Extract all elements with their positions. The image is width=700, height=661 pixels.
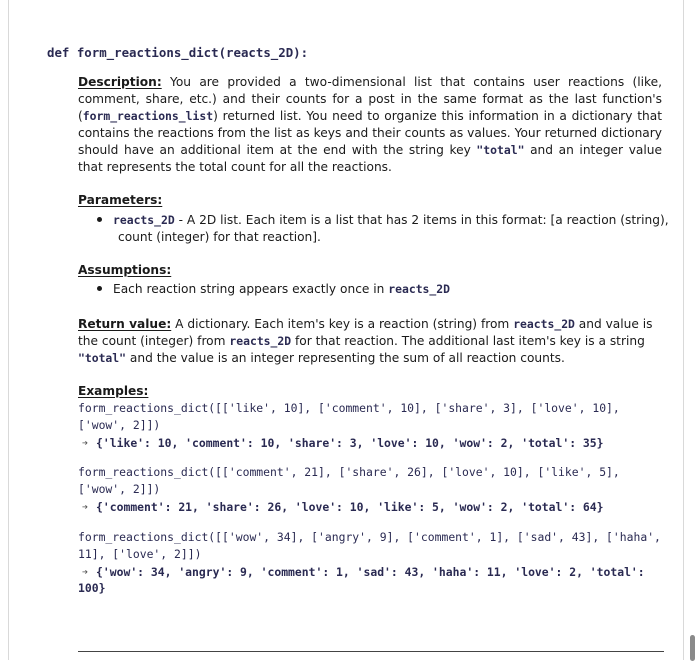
return-text-1: A dictionary. Each item's key is a reaction (string) from (171, 317, 514, 331)
right-arrow-icon: ➔ (82, 502, 89, 513)
return-code-2: reacts_2D (229, 334, 292, 348)
parameter-item (97, 212, 669, 229)
example-3-result-line-2: 100} (78, 581, 106, 595)
description-text-2: ) returned list. You need to organize this information in a dictionary that contains the reactions from the list as keys and their counts as values. Your returned dictionary should have an additional item at the end with the string key (78, 109, 662, 157)
return-text-3: for that reaction. The additional last item's key is a string (291, 334, 645, 348)
example-2-result (82, 500, 604, 514)
return-text-2: and value is the count (integer) from (78, 317, 653, 348)
example-2-call-line-2: ['wow', 2]]) (78, 482, 161, 496)
assumptions-heading: Assumptions: (78, 263, 172, 277)
parameter-text-1: - A 2D list. Each item is a list that has 2 items in this format: [a reaction (string), (174, 213, 669, 227)
example-3-call-line-2: 11], ['love', 2]]) (78, 547, 202, 561)
example-2-call-line-1: form_reactions_dict([['comment', 21], ['share', 26], ['love', 10], ['like', 5], (78, 465, 620, 479)
example-2-result-text: {'comment': 21, 'share': 26, 'love': 10, 'like': 5, 'wow': 2, 'total': 64} (96, 500, 604, 514)
scrollbar-thumb[interactable] (690, 635, 695, 661)
example-1-result-text: {'like': 10, 'comment': 10, 'share': 3, 'love': 10, 'wow': 2, 'total': 35} (96, 436, 604, 450)
description-text-1: You are provided a two-dimensional list that contains user reactions (like, comment, share, etc.) and their counts for a post in the same format as the last function's ( (78, 75, 662, 123)
bottom-divider (78, 651, 664, 652)
description-text-3: and an integer value that represents the total count for all the reactions. (78, 143, 662, 174)
assumption-item (97, 281, 450, 298)
description-heading: Description: (78, 75, 162, 89)
function-signature: def form_reactions_dict(reacts_2D): (47, 45, 309, 60)
return-value-paragraph (78, 316, 662, 367)
example-1-call-line-2: ['wow', 2]]) (78, 418, 161, 432)
example-1-result (82, 436, 604, 450)
description-code-1: form_reactions_list (82, 109, 214, 123)
return-text-4: and the value is an integer representing the sum of all reaction counts. (126, 351, 565, 365)
right-arrow-icon: ➔ (82, 438, 89, 449)
example-1-call-line-1: form_reactions_dict([['like', 10], ['comment', 10], ['share', 3], ['love', 10], (78, 401, 620, 415)
assumption-code: reacts_2D (388, 282, 450, 296)
bullet-icon (97, 286, 102, 291)
return-code-1: reacts_2D (513, 317, 575, 331)
assumption-text: Each reaction string appears exactly once in (113, 282, 389, 296)
return-code-3: "total" (78, 351, 127, 365)
parameter-text-2: count (integer) for that reaction]. (118, 230, 321, 244)
right-arrow-icon: ➔ (82, 567, 89, 578)
example-3-result-text: {'wow': 34, 'angry': 9, 'comment': 1, 'sad': 43, 'haha': 11, 'love': 2, 'total': (96, 565, 645, 579)
description-code-2: "total" (476, 143, 525, 157)
examples-heading: Examples: (78, 384, 149, 398)
parameters-heading: Parameters: (78, 193, 163, 207)
return-value-heading: Return value: (78, 317, 172, 331)
parameter-name: reacts_2D (113, 213, 175, 227)
description-paragraph (78, 74, 662, 176)
example-3-call-line-1: form_reactions_dict([['wow', 34], ['angry', 9], ['comment', 1], ['sad', 43], ['haha', (78, 530, 661, 544)
example-3-result (82, 565, 645, 579)
bullet-icon (97, 217, 102, 222)
